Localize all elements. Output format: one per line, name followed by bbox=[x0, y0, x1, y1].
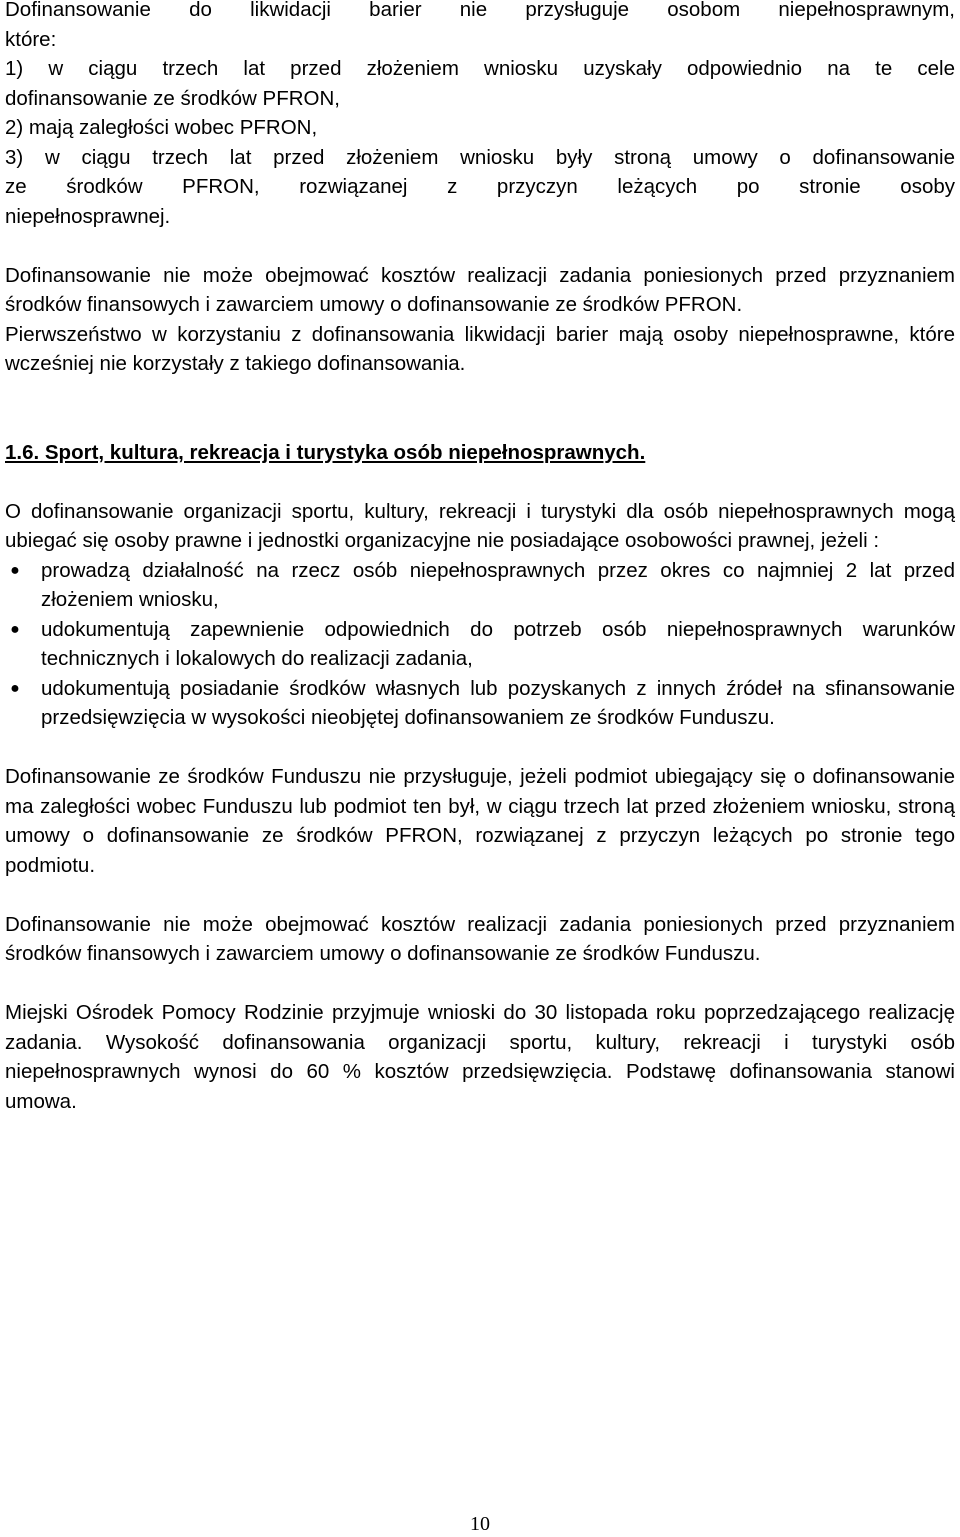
list-item bbox=[5, 556, 955, 615]
document-page bbox=[5, 0, 955, 1116]
exclusion-paragraph: Dofinansowanie ze środków Funduszu nie przysługuje, jeżeli podmiot ubiegający się o dofinansowanie ma zaległości wobec Funduszu lub podmiot ten był, w ciągu trzech lat przed złożeniem wniosku, stroną umowy o dofinansowanie ze środków PFRON, rozwiązanej z przyczyn leżących po stronie tego podmiotu. bbox=[5, 765, 955, 877]
barrier-costs-paragraph: Dofinansowanie nie może obejmować kosztów realizacji zadania poniesionych przed przyznaniem środków finansowych i zawarciem umowy o dofinansowanie ze środków PFRON. bbox=[5, 263, 955, 316]
section-title: 1.6. Sport, kultura, rekreacja i turystyka osób niepełnosprawnych. bbox=[5, 440, 646, 464]
condition-text: udokumentują posiadanie środków własnych lub pozyskanych z innych źródeł na sfinansowanie przedsięwzięcia w wysokości nieobjętej dofinansowaniem ze środków Funduszu. bbox=[41, 676, 955, 729]
intro-line: Dofinansowanie do likwidacji barier nie przysługuje osobom niepełnosprawnym, bbox=[5, 0, 955, 21]
page-number: 10 bbox=[470, 1513, 490, 1535]
list-item bbox=[5, 674, 955, 733]
intro-list-item: 1) w ciągu trzech lat przed złożeniem wniosku uzyskały odpowiednio na te cele bbox=[5, 57, 955, 80]
intro-line: które: bbox=[5, 27, 57, 51]
bullet-icon: ● bbox=[10, 620, 20, 638]
intro-list-item: 3) w ciągu trzech lat przed złożeniem wniosku były stroną umowy o dofinansowanie bbox=[5, 145, 955, 169]
section-heading bbox=[5, 438, 955, 468]
bullet-icon: ● bbox=[10, 561, 20, 579]
intro-list-item: 2) mają zaległości wobec PFRON, bbox=[5, 116, 318, 139]
intro-paragraph bbox=[5, 0, 955, 231]
bullet-icon: ● bbox=[10, 679, 20, 697]
deadline-paragraph: Miejski Ośrodek Pomocy Rodzinie przyjmuje wnioski do 30 listopada roku poprzedzającego realizację zadania. Wysokość dofinansowania organizacji sportu, kultury, rekreacji i turystyki osób niepełnosprawnych wynosi do 60 % kosztów przedsięwzięcia. Podstawę dofinansowania stanowi umowa. bbox=[5, 1001, 955, 1113]
conditions-list bbox=[5, 556, 955, 733]
intro-list-item: niepełnosprawnej. bbox=[5, 204, 171, 228]
intro-list-item: ze środków PFRON, rozwiązanej z przyczyn leżących po stronie osoby bbox=[5, 175, 955, 198]
intro-list-item: dofinansowanie ze środków PFRON, bbox=[5, 86, 340, 110]
condition-text: prowadzą działalność na rzecz osób niepełnosprawnych przez okres co najmniej 2 lat przed złożeniem wniosku, bbox=[41, 558, 955, 611]
list-item bbox=[5, 615, 955, 674]
eligibility-paragraph: O dofinansowanie organizacji sportu, kultury, rekreacji i turystyki dla osób niepełnosprawnych mogą ubiegać się osoby prawne i jednostki organizacyjne nie posiadające osobowości prawnej, jeżeli : bbox=[5, 499, 955, 552]
barrier-priority-paragraph: Pierwszeństwo w korzystaniu z dofinansowania likwidacji barier mają osoby niepełnosprawne, które wcześniej nie korzystały z takiego dofinansowania. bbox=[5, 322, 955, 375]
costs-paragraph: Dofinansowanie nie może obejmować kosztów realizacji zadania poniesionych przed przyznaniem środków finansowych i zawarciem umowy o dofinansowanie ze środków Funduszu. bbox=[5, 912, 955, 965]
condition-text: udokumentują zapewnienie odpowiednich do potrzeb osób niepełnosprawnych warunków technicznych i lokalowych do realizacji zadania, bbox=[41, 617, 955, 670]
